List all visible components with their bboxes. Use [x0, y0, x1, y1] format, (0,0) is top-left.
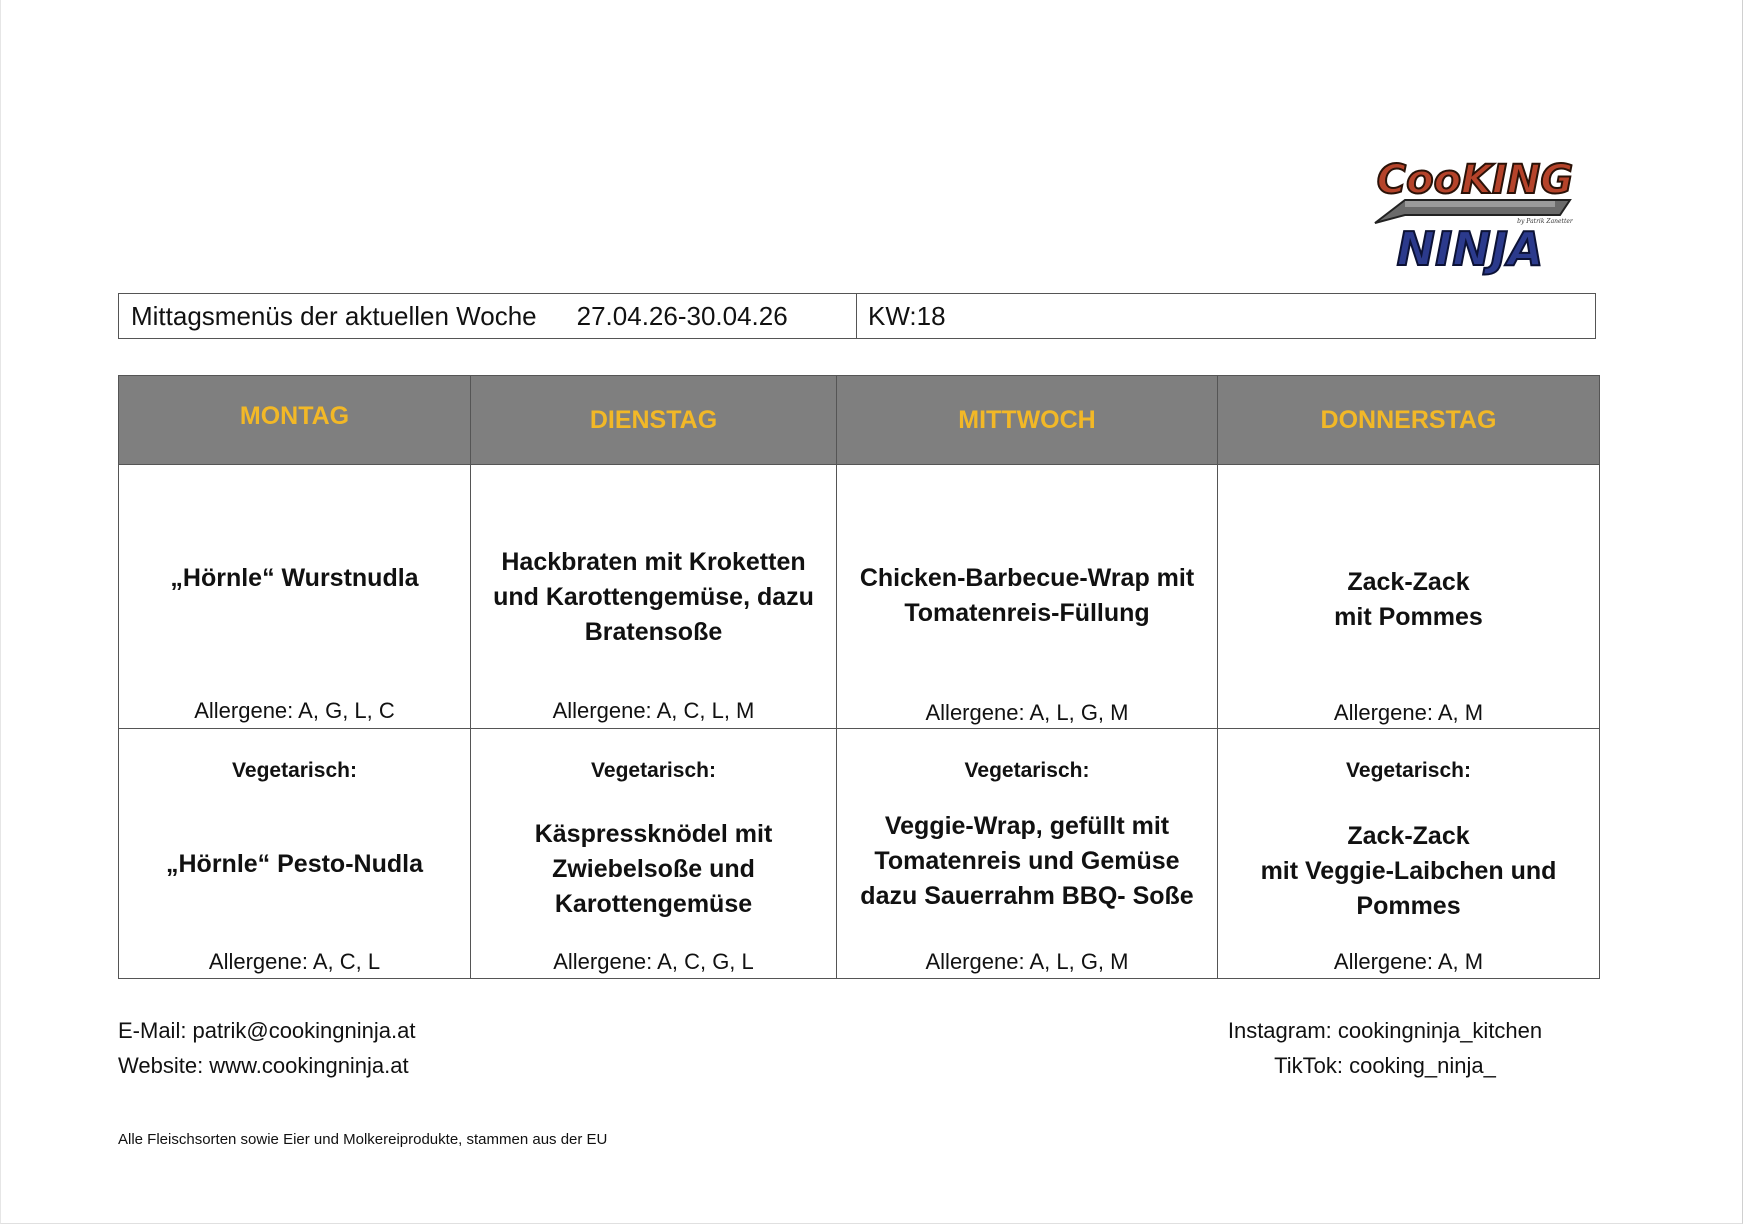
allergens-wednesday: Allergene: A, L, G, M [925, 700, 1129, 725]
veg-label-thursday: Vegetarisch: [1346, 759, 1471, 782]
veg-cell-monday [119, 729, 471, 979]
vegetarian-row [119, 729, 1600, 979]
instagram-text: Instagram: cookingninja_kitchen [1227, 1018, 1543, 1043]
website-text: Website: www.cookingninja.at [118, 1053, 409, 1078]
cooking-ninja-logo [1365, 145, 1585, 280]
allergens-monday: Allergene: A, G, L, C [194, 698, 395, 723]
day-header-monday: MONTAG [119, 376, 471, 465]
logo-line1: CooKING [1376, 157, 1574, 203]
tiktok-text: TikTok: cooking_ninja_ [1274, 1053, 1496, 1078]
veg-dish-tuesday: Käspressknödel mit Zwiebelsoße und Karottengemüse [534, 820, 773, 918]
calendar-week: KW:18 [868, 300, 946, 331]
main-dish-tuesday: Hackbraten mit Kroketten und Karottengemüse, dazu Bratensoße [493, 548, 814, 646]
veg-allergens-wednesday: Allergene: A, L, G, M [925, 949, 1129, 974]
menu-title: Mittagsmenüs der aktuellen Woche [131, 300, 537, 331]
allergens-thursday: Allergene: A, M [1333, 700, 1484, 725]
day-header-wednesday: MITTWOCH [837, 376, 1218, 465]
veg-cell-tuesday [471, 729, 837, 979]
logo-line2: NINJA [1396, 222, 1544, 276]
main-dish-cell-wednesday [837, 465, 1218, 729]
veg-cell-thursday [1218, 729, 1600, 979]
origin-footnote: Alle Fleischsorten sowie Eier und Molkereiprodukte, stammen aus der EU [118, 1131, 608, 1148]
day-header-tuesday: DIENSTAG [471, 376, 837, 465]
main-dish-monday: „Hörnle“ Wurstnudla [170, 564, 419, 592]
main-dish-cell-thursday [1218, 465, 1600, 729]
main-dish-cell-tuesday [471, 465, 837, 729]
contact-right [1200, 1013, 1570, 1083]
logo-byline: by Patrik Zanetter [1517, 218, 1573, 225]
veg-dish-monday: „Hörnle“ Pesto-Nudla [166, 850, 423, 878]
veg-allergens-monday: Allergene: A, C, L [208, 949, 381, 974]
veg-label-monday: Vegetarisch: [232, 759, 357, 782]
veg-label-tuesday: Vegetarisch: [591, 759, 716, 782]
veg-cell-wednesday [837, 729, 1218, 979]
main-dish-row [119, 465, 1600, 729]
main-dish-thursday: Zack-Zack mit Pommes [1334, 568, 1483, 631]
day-header-thursday: DONNERSTAG [1218, 376, 1600, 465]
allergens-tuesday: Allergene: A, C, L, M [552, 698, 755, 723]
week-info-box [118, 293, 1596, 339]
veg-allergens-thursday: Allergene: A, M [1333, 949, 1484, 974]
date-range: 27.04.26-30.04.26 [576, 300, 788, 331]
week-info-right [857, 294, 946, 338]
day-header-row [119, 376, 1600, 465]
veg-label-wednesday: Vegetarisch: [964, 759, 1090, 782]
main-dish-cell-monday [119, 465, 471, 729]
week-info-left [119, 294, 857, 338]
menu-table [118, 375, 1600, 979]
veg-allergens-tuesday: Allergene: A, C, G, L [553, 949, 754, 974]
main-dish-wednesday: Chicken-Barbecue-Wrap mit Tomatenreis-Füllung [859, 564, 1195, 627]
veg-dish-wednesday: Veggie-Wrap, gefüllt mit Tomatenreis und Gemüse dazu Sauerrahm BBQ- Soße [860, 812, 1194, 910]
veg-dish-thursday: Zack-Zack mit Veggie-Laibchen und Pommes [1260, 822, 1557, 920]
contact-left [118, 1013, 415, 1083]
email-text: E-Mail: patrik@cookingninja.at [118, 1018, 416, 1043]
